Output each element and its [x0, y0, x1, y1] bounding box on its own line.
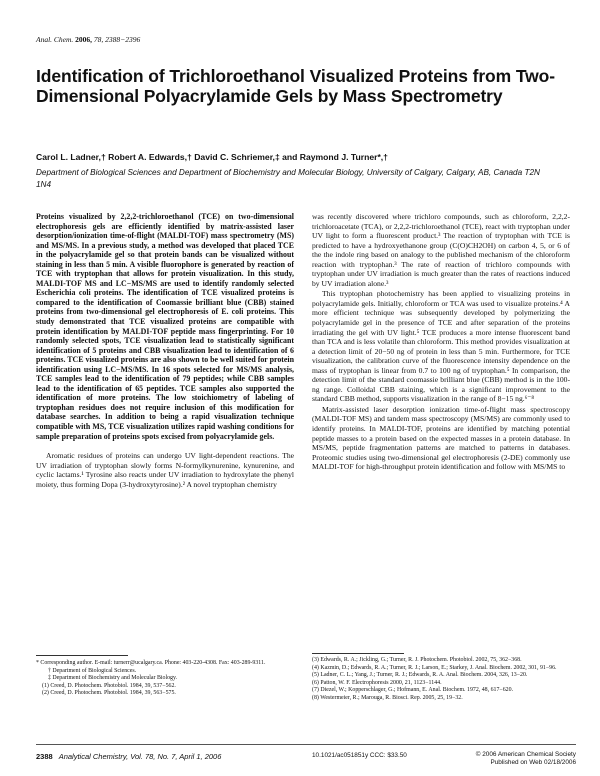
citation-year: 2006,: [75, 35, 93, 44]
reference-3: (3) Edwards, R. A.; Jickling, G.; Turner, R. J. Photochem. Photobiol. 2002, 75, 362−368.: [312, 657, 522, 663]
body-paragraph: was recently discovered where trichloro compounds, such as chloroform, 2,2,2-trichloroacetate (TCA), or 2,2,2-trichloroethanol (TCE), react with tryptophan under UV light to form a fluorescent product.³ The reaction of tryptophan with TCE is predicted to have a hydroxyethanone group (C(O)CH2OH) on carbon 4, 5, or 6 of the the indole ring based on analogy to the published mechanism of the chloroform reaction with tryptophan.³ The rate of reaction of trichloro compounds with tryptophan under UV irradiation is much greater than the rates of reactions induced by UV irradiation alone.³: [312, 212, 570, 288]
reference-7: (7) Diezel, W.; Kopperschlager, G.; Hofmann, E. Anal. Biochem. 1972, 48, 617−620.: [312, 687, 514, 694]
right-footnotes: [312, 657, 576, 703]
affiliation: Department of Biological Sciences and Department of Biochemistry and Molecular Biology, University of Calgary, Calgary, AB, Canada T2N 1N4: [36, 168, 540, 189]
footnote-dagger: † Department of Biological Sciences.: [48, 667, 137, 674]
right-column: [312, 212, 570, 472]
running-head: [36, 35, 140, 44]
journal-issue: Analytical Chemistry, Vol. 78, No. 7, April 1, 2006: [58, 752, 222, 761]
footnote-rule-left: [36, 655, 128, 656]
reference-2: (2) Creed, D. Photochem. Photobiol. 1984, 39, 563−575.: [42, 690, 176, 697]
copyright: © 2006 American Chemical Society: [475, 751, 576, 758]
footnote-corresponding: * Corresponding author. E-mail: turnerr@ucalgary.ca. Phone: 403-220-4308. Fax: 403-289-9311.: [36, 660, 266, 666]
footnote-rule-right: [312, 653, 404, 654]
page-number: 2388: [36, 752, 53, 761]
published-date: Published on Web 02/18/2006: [490, 758, 576, 766]
footer-rule: [36, 744, 576, 745]
footer-folio: [36, 752, 221, 761]
journal-abbrev: Anal. Chem.: [36, 35, 74, 44]
left-column: [36, 212, 294, 489]
reference-4: (4) Kazmin, D.; Edwards, R. A.; Turner, R. J.; Larson, E.; Starkey, J. Anal. Biochem. 2002, 301, 91−96.: [312, 664, 557, 671]
article-title: Identification of Trichloroethanol Visualized Proteins from Two-Dimensional Polyacrylamide Gels by Mass Spectrometry: [36, 66, 555, 106]
abstract: Proteins visualized by 2,2,2-trichloroethanol (TCE) on two-dimensional electrophoresis gels are efficiently identified by matrix-assisted laser desorption/ionization time-of-flight (MALDI-TOF) mass spectrometry (MS) and MS/MS. In a previous study, a method was developed that placed TCE in the polyacrylamide gel so that protein bands can be visualized without staining in less than 5 min. A visible fluorophore is generated by reaction of TCE with tryptophan that allows for protein visualization. In this study, MALDI-TOF MS and LC−MS/MS are used to identify randomly selected Escherichia coli proteins. The identification of TCE visualized proteins is compared to the identification of Coomassie brilliant blue (CBB) stained proteins from two-dimensional gel electrophoresis of E. coli proteins. This study demonstrated that TCE visualized proteins are compatible with protein identification by MALDI-TOF peptide mass fingerprinting. For 10 randomly selected spots, TCE visualization lead to statistically significant identification of 5 proteins and CBB visualization lead to identification of 6 proteins. TCE visualized proteins are also shown to be well suited for protein identification using LC−MS/MS. In 16 spots selected for MS/MS analysis, TCE samples lead to the identification of 79 peptides; while CBB samples lead to the identification of 65 peptides. TCE samples also supported the identification of more proteins. The low stoichiometry of labeling of tryptophan residues does not require inclusion of this modification for database searches. In addition to being a rapid visualization technique compatible with MS, TCE visualization utilizes rapid washing conditions for sample preparation of proteins spots excised from polyacrylamide gels.: [36, 212, 295, 441]
body-paragraph: Matrix-assisted laser desorption ionization time-of-flight mass spectroscopy (MALDI-TOF MS) and tandem mass spectroscopy (MS/MS) are commonly used to identify proteins. In MALDI-TOF, proteins are identified by matching potential peptide masses to a protein based on the expected masses in a protein database. In MS/MS, peptide fragmentation patterns are matched to patterns in databases. Proteomic studies using two-dimensional gel electrophoresis (2-DE) commonly use MALDI-TOF for high-throughput protein identification and follow with MS/MS to: [312, 404, 570, 472]
copyright-block: [476, 751, 576, 767]
left-footnotes: [36, 660, 294, 698]
reference-8: (8) Westermeier, R.; Marouga, R. Biosci. Rep. 2005, 25, 19−32.: [312, 694, 463, 701]
reference-1: (1) Creed, D. Photochem. Photobiol. 1984, 39, 537−562.: [42, 682, 176, 689]
intro-paragraph: Aromatic residues of proteins can undergo UV light-dependent reactions. The UV irradiation of tryptophan slowly forms N-formylkynurenine, kynurenine, and cyclic lactams.¹ Tyrosine also reacts under UV irradiation to hydroxylate the phenyl moiety, thus forming Dopa (3-hydroxytyrosine).² A novel tryptophan chemistry: [36, 451, 294, 489]
body-paragraph: This tryptophan photochemistry has been applied to visualizing proteins in polyacrylamide gels. Initially, chloroform or TCA was used to visualize proteins.⁴ A more efficient technique was subsequently developed by polymerizing the polyacrylamide gel in the presence of TCE and after separation of the proteins irradiating the gel with UV light.⁵ TCE produces a more intense fluorescent band than TCA and is less volatile than chloroform. This method provides visualization at a detection limit of 20−50 ng of protein in less than 5 min. Furthermore, for TCE visualization, the calibration curve of the fluorescence intensity dependence on the mass of tryptophan is linear from 0.7 to 100 ng of tryptophan.⁵ In comparison, the detection limit of the standard coomassie brilliant blue (CBB) method is in the 100-ng range. Colloidal CBB staining, which is a significant improvement to the standard CBB method, supports visualization in the range of 8−15 ng.⁶⁻⁸: [312, 289, 570, 404]
volume-pages: 78, 2388−2396: [93, 35, 141, 44]
doi-price: 10.1021/ac051851y CCC: $33.50: [312, 752, 407, 759]
footnote-double-dagger: ‡ Department of Biochemistry and Molecular Biology.: [48, 675, 178, 682]
author-list: Carol L. Ladner,† Robert A. Edwards,† David C. Schriemer,‡ and Raymond J. Turner*,†: [36, 152, 388, 162]
reference-6: (6) Patton, W. F. Electrophoresis 2000, 21, 1123−1144.: [312, 679, 442, 686]
reference-5: (5) Ladner, C. L.; Yang, J.; Turner, R. J.; Edwards, R. A. Anal. Biochem. 2004, 326, 13−20.: [312, 672, 528, 679]
